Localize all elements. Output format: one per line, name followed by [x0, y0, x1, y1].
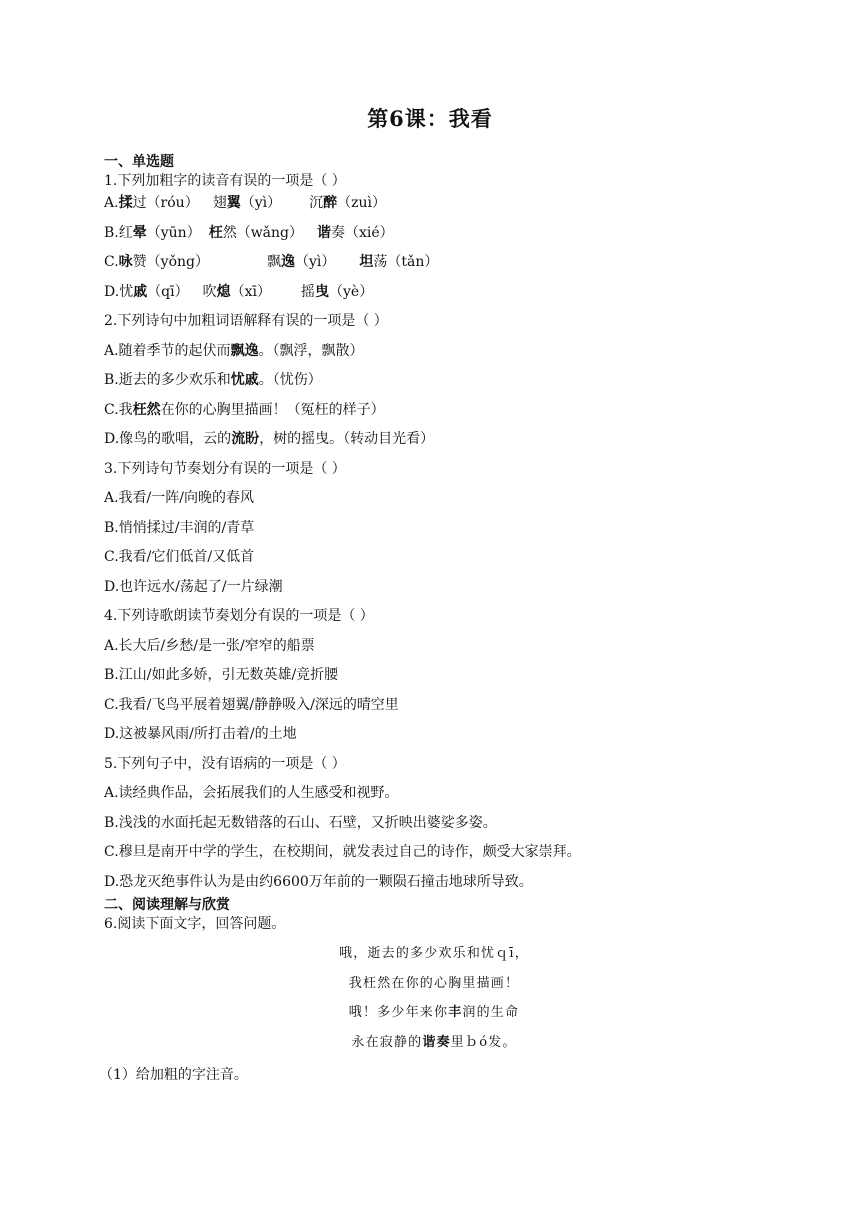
section-heading-reading: 二、阅读理解与欣赏 — [104, 896, 230, 913]
bold-word: 枉然 — [132, 401, 161, 418]
bold-char: 熄 — [216, 283, 231, 300]
option-text: （qī） — [147, 283, 189, 300]
poem-line-4 — [104, 1033, 764, 1063]
question-3-option-a: A.我看/一阵/向晚的春风 — [104, 490, 254, 506]
option-text: ，树的摇曳。（转动目光看） — [259, 431, 435, 447]
question-4-stem: 4.下列诗歌朗读节奏划分有误的一项是（ ） — [104, 608, 374, 624]
question-3-option-b: B.悄悄揉过/丰润的/青草 — [104, 519, 255, 536]
question-2-option-c — [104, 401, 764, 431]
question-6-subquestion-1: （1）给加粗的字注音。 — [99, 1067, 248, 1083]
bold-char: 戚 — [133, 283, 148, 300]
option-text: A.随着季节的起伏而 — [104, 342, 231, 359]
bold-char: 翼 — [226, 195, 241, 211]
option-text: 荡（tǎn） — [373, 254, 439, 270]
question-2-option-b — [104, 371, 764, 401]
poem-text: 永在寂静的 — [351, 1034, 423, 1050]
poem-line-2: 我枉然在你的心胸里描画！ — [348, 975, 520, 991]
bold-char: 曳 — [315, 283, 330, 300]
option-text: 过（róu） — [132, 195, 199, 211]
bold-char: 坦 — [359, 254, 374, 270]
option-text: （yì） — [240, 195, 282, 211]
option-text: 翅 — [212, 195, 227, 211]
option-text: B.逝去的多少欢乐和 — [104, 372, 231, 388]
option-label: A. — [104, 195, 119, 211]
question-5-stem: 5.下列句子中，没有语病的一项是（ ） — [104, 755, 346, 772]
poem-text: 哦！多少年来你 — [348, 1005, 449, 1020]
option-text: （yè） — [329, 283, 374, 300]
question-1-option-a — [104, 194, 764, 224]
option-text: 忧 — [119, 283, 134, 300]
option-text: 摇 — [301, 283, 316, 300]
question-1-option-c — [104, 253, 764, 283]
question-1-option-d — [104, 283, 764, 313]
question-5-option-d: D.恐龙灭绝事件认为是由约6600万年前的一颗陨石撞击地球所导致。 — [104, 873, 533, 890]
bold-char: 揉 — [118, 195, 133, 211]
option-label: B. — [104, 224, 119, 241]
question-1-option-b — [104, 224, 764, 254]
option-text: （yūn） — [146, 224, 201, 241]
question-4-option-c: C.我看/飞鸟平展着翅翼/静静吸入/深远的晴空里 — [104, 696, 399, 713]
option-text: （xī） — [230, 283, 272, 300]
bold-word: 飘逸 — [230, 342, 259, 359]
option-text: 奏（xié） — [331, 224, 394, 241]
option-text: 飘 — [267, 254, 281, 270]
option-text: 吹 — [202, 283, 217, 300]
poem-text: 里ｂó发。 — [450, 1034, 517, 1050]
option-text: 沉 — [309, 195, 324, 211]
option-text: 然（wǎng） — [222, 224, 304, 241]
page-title: 第6课：我看 — [367, 106, 493, 131]
option-text: 。（忧伤） — [258, 372, 322, 388]
bold-char: 逸 — [281, 254, 295, 270]
option-text: 在你的心胸里描画！（冤枉的样子） — [160, 401, 385, 418]
option-text: （yì） — [295, 254, 336, 270]
question-5-option-b: B.浅浅的水面托起无数错落的石山、石壁，又折映出婆娑多姿。 — [104, 814, 497, 831]
bold-word: 谐奏 — [422, 1034, 451, 1050]
question-4-option-d: D.这被暴风雨/所打击着/的土地 — [104, 726, 297, 742]
question-5-option-c: C.穆旦是南开中学的学生，在校期间，就发表过自己的诗作，颇受大家崇拜。 — [104, 844, 581, 860]
option-text: C.我 — [104, 401, 133, 418]
bold-word: 忧戚 — [230, 372, 259, 388]
section-heading-single-choice: 一、单选题 — [104, 154, 174, 170]
question-2-option-a — [104, 342, 764, 372]
bold-char: 谐 — [317, 224, 332, 241]
bold-char: 丰 — [448, 1005, 463, 1020]
question-4-option-b: B.江山/如此多娇，引无数英雄/竞折腰 — [104, 667, 339, 683]
bold-char: 晕 — [132, 224, 147, 241]
option-text: D.像鸟的歌唱，云的 — [104, 431, 232, 447]
bold-word: 流盼 — [231, 431, 260, 447]
question-3-stem: 3.下列诗句节奏划分有误的一项是（ ） — [104, 460, 346, 477]
option-text: 赞（yǒng） — [132, 254, 209, 270]
bold-char: 咏 — [118, 254, 133, 270]
question-3-option-c: C.我看/它们低首/又低首 — [104, 549, 255, 565]
option-text: 红 — [118, 224, 133, 241]
poem-line-1: 哦，逝去的多少欢乐和忧ｑī， — [339, 946, 529, 961]
question-1-stem: 1.下列加粗字的读音有误的一项是（ ） — [104, 173, 346, 189]
question-2-option-d — [104, 430, 764, 460]
option-label: D. — [104, 283, 120, 300]
question-5-option-a: A.读经典作品，会拓展我们的人生感受和视野。 — [104, 785, 399, 801]
poem-text: 润的生命 — [462, 1005, 520, 1020]
poem-line-3 — [104, 1003, 764, 1033]
option-text: 。（飘浮，飘散） — [258, 342, 364, 359]
document-body — [99, 152, 764, 1085]
bold-char: 醉 — [323, 195, 338, 211]
option-text: （zuì） — [337, 195, 386, 211]
bold-char: 枉 — [208, 224, 223, 241]
question-3-option-d: D.也许远水/荡起了/一片绿潮 — [104, 578, 283, 595]
question-2-stem: 2.下列诗句中加粗词语解释有误的一项是（ ） — [104, 313, 388, 329]
question-6-stem: 6.阅读下面文字，回答问题。 — [104, 915, 286, 932]
option-label: C. — [104, 254, 119, 270]
question-4-option-a: A.长大后/乡愁/是一张/窄窄的船票 — [104, 637, 315, 654]
